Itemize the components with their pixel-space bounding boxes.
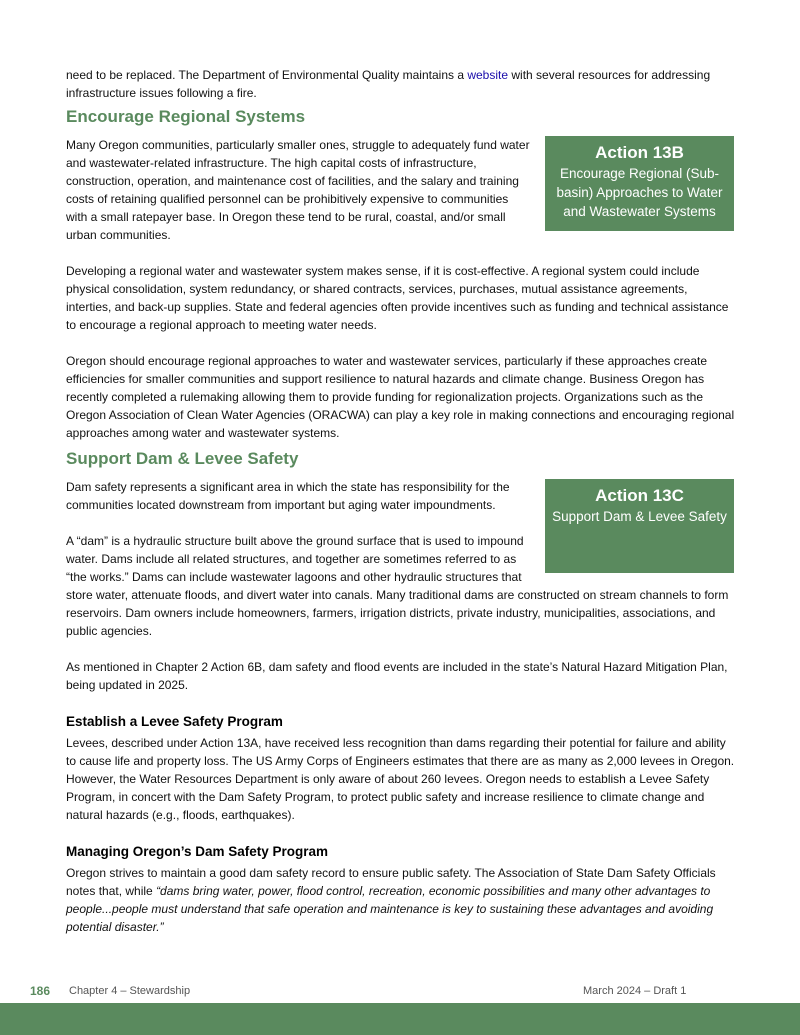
levee-paragraph: Levees, described under Action 13A, have received less recognition than dams regarding their potential for failure and ability to cause life and property loss. The US Army Corps of Engineers estimates that there are as many as 2,000 levees in Oregon. However, the Water Resources Department is only aware of about 260 levees. Oregon needs to establish a Levee Safety Program, in concert with the Dam Safety Program, to protect public safety and increase resilience to climate change and natural hazards (e.g., floods, earthquakes).: [66, 736, 735, 822]
section-heading-dam: Support Dam & Levee Safety: [66, 449, 299, 468]
page-content: [66, 66, 736, 936]
dam-program-paragraph: [66, 864, 736, 936]
dam-paragraph-3: As mentioned in Chapter 2 Action 6B, dam safety and flood events are included in the state’s Natural Hazard Mitigation Plan, being updated in 2025.: [66, 660, 728, 692]
page-footer: [30, 982, 770, 1000]
action-13b-number: Action 13B: [595, 143, 684, 162]
action-13c-box: [545, 479, 734, 573]
intro-text-end: with several resources for addressing infrastructure issues following a fire.: [66, 68, 711, 100]
dam-program-text: Oregon strives to maintain a good dam safety record to ensure public safety. The Association of State Dam Safety Officials notes that, while: [66, 866, 716, 898]
website-link[interactable]: website: [467, 68, 509, 82]
regional-paragraph-3: Oregon should encourage regional approaches to water and wastewater services, particularly if these approaches create efficiencies for smaller communities and support resilience to natural hazards and climate change. Business Oregon has recently completed a rulemaking allowing them to provide funding for regionalization projects. Organizations such as the Oregon Association of Clean Water Agencies (ORACWA) can play a key role in making connections and encouraging regional approaches among water and wastewater systems.: [66, 354, 735, 440]
regional-paragraph-1: Many Oregon communities, particularly smaller ones, struggle to adequately fund water and wastewater-related infrastructure. The high capital costs of infrastructure, construction, operation, and maintenance cost of facilities, and the salary and training costs of retaining qualified personnel can be prohibitively expensive to communities with a small ratepayer base. In Oregon these tend to be rural, coastal, and/or small urban communities.: [66, 138, 530, 242]
footer-date: March 2024 – Draft 1: [583, 985, 687, 997]
page-number: 186: [30, 984, 51, 998]
action-13b-box: [545, 136, 734, 231]
intro-text: need to be replaced. The Department of Environmental Quality maintains a: [66, 68, 468, 82]
regional-paragraph-2: Developing a regional water and wastewater system makes sense, if it is cost-effective. A regional system could include physical consolidation, system redundancy, or shared contracts, services, purchases, mutual assistance agreements, interties, and back-up supplies. State and federal agencies often provide incentives such as funding and technical assistance to encourage a regional approach to meeting water needs.: [66, 264, 729, 332]
dam-program-quote: “dams bring water, power, flood control, recreation, economic possibilities and many other advantages to people...people must understand that safe operation and maintenance is key to sustaining these advantages and avoiding potential disaster.”: [66, 884, 714, 934]
subheading-dam-program: Managing Oregon’s Dam Safety Program: [66, 844, 329, 859]
footer-band: [0, 1003, 800, 1035]
action-13c-number: Action 13C: [595, 486, 684, 505]
dam-paragraph-1: Dam safety represents a significant area in which the state has responsibility for the communities located downstream from important but aging water impoundments.: [66, 480, 510, 512]
section-heading-regional: Encourage Regional Systems: [66, 107, 306, 126]
subheading-levee: Establish a Levee Safety Program: [66, 714, 283, 729]
intro-paragraph: [66, 66, 736, 102]
dam-paragraph-2: A “dam” is a hydraulic structure built above the ground surface that is used to impound water. Dams include all related structures, and together are sometimes referred to as “the works.” Dams can include wastewater lagoons and other hydraulic structures that store water, attenuate floods, and divert water into canals. Many traditional dams are constructed on stream channels to form reservoirs. Dam owners include homeowners, farmers, irrigation districts, private industry, municipalities, associations, and public agencies.: [66, 534, 729, 638]
footer-chapter: Chapter 4 – Stewardship: [69, 985, 191, 997]
action-13c-title: Support Dam & Levee Safety: [552, 509, 727, 524]
action-13b-title: Encourage Regional (Sub-basin) Approaches to Water and Wastewater Systems: [556, 166, 723, 219]
